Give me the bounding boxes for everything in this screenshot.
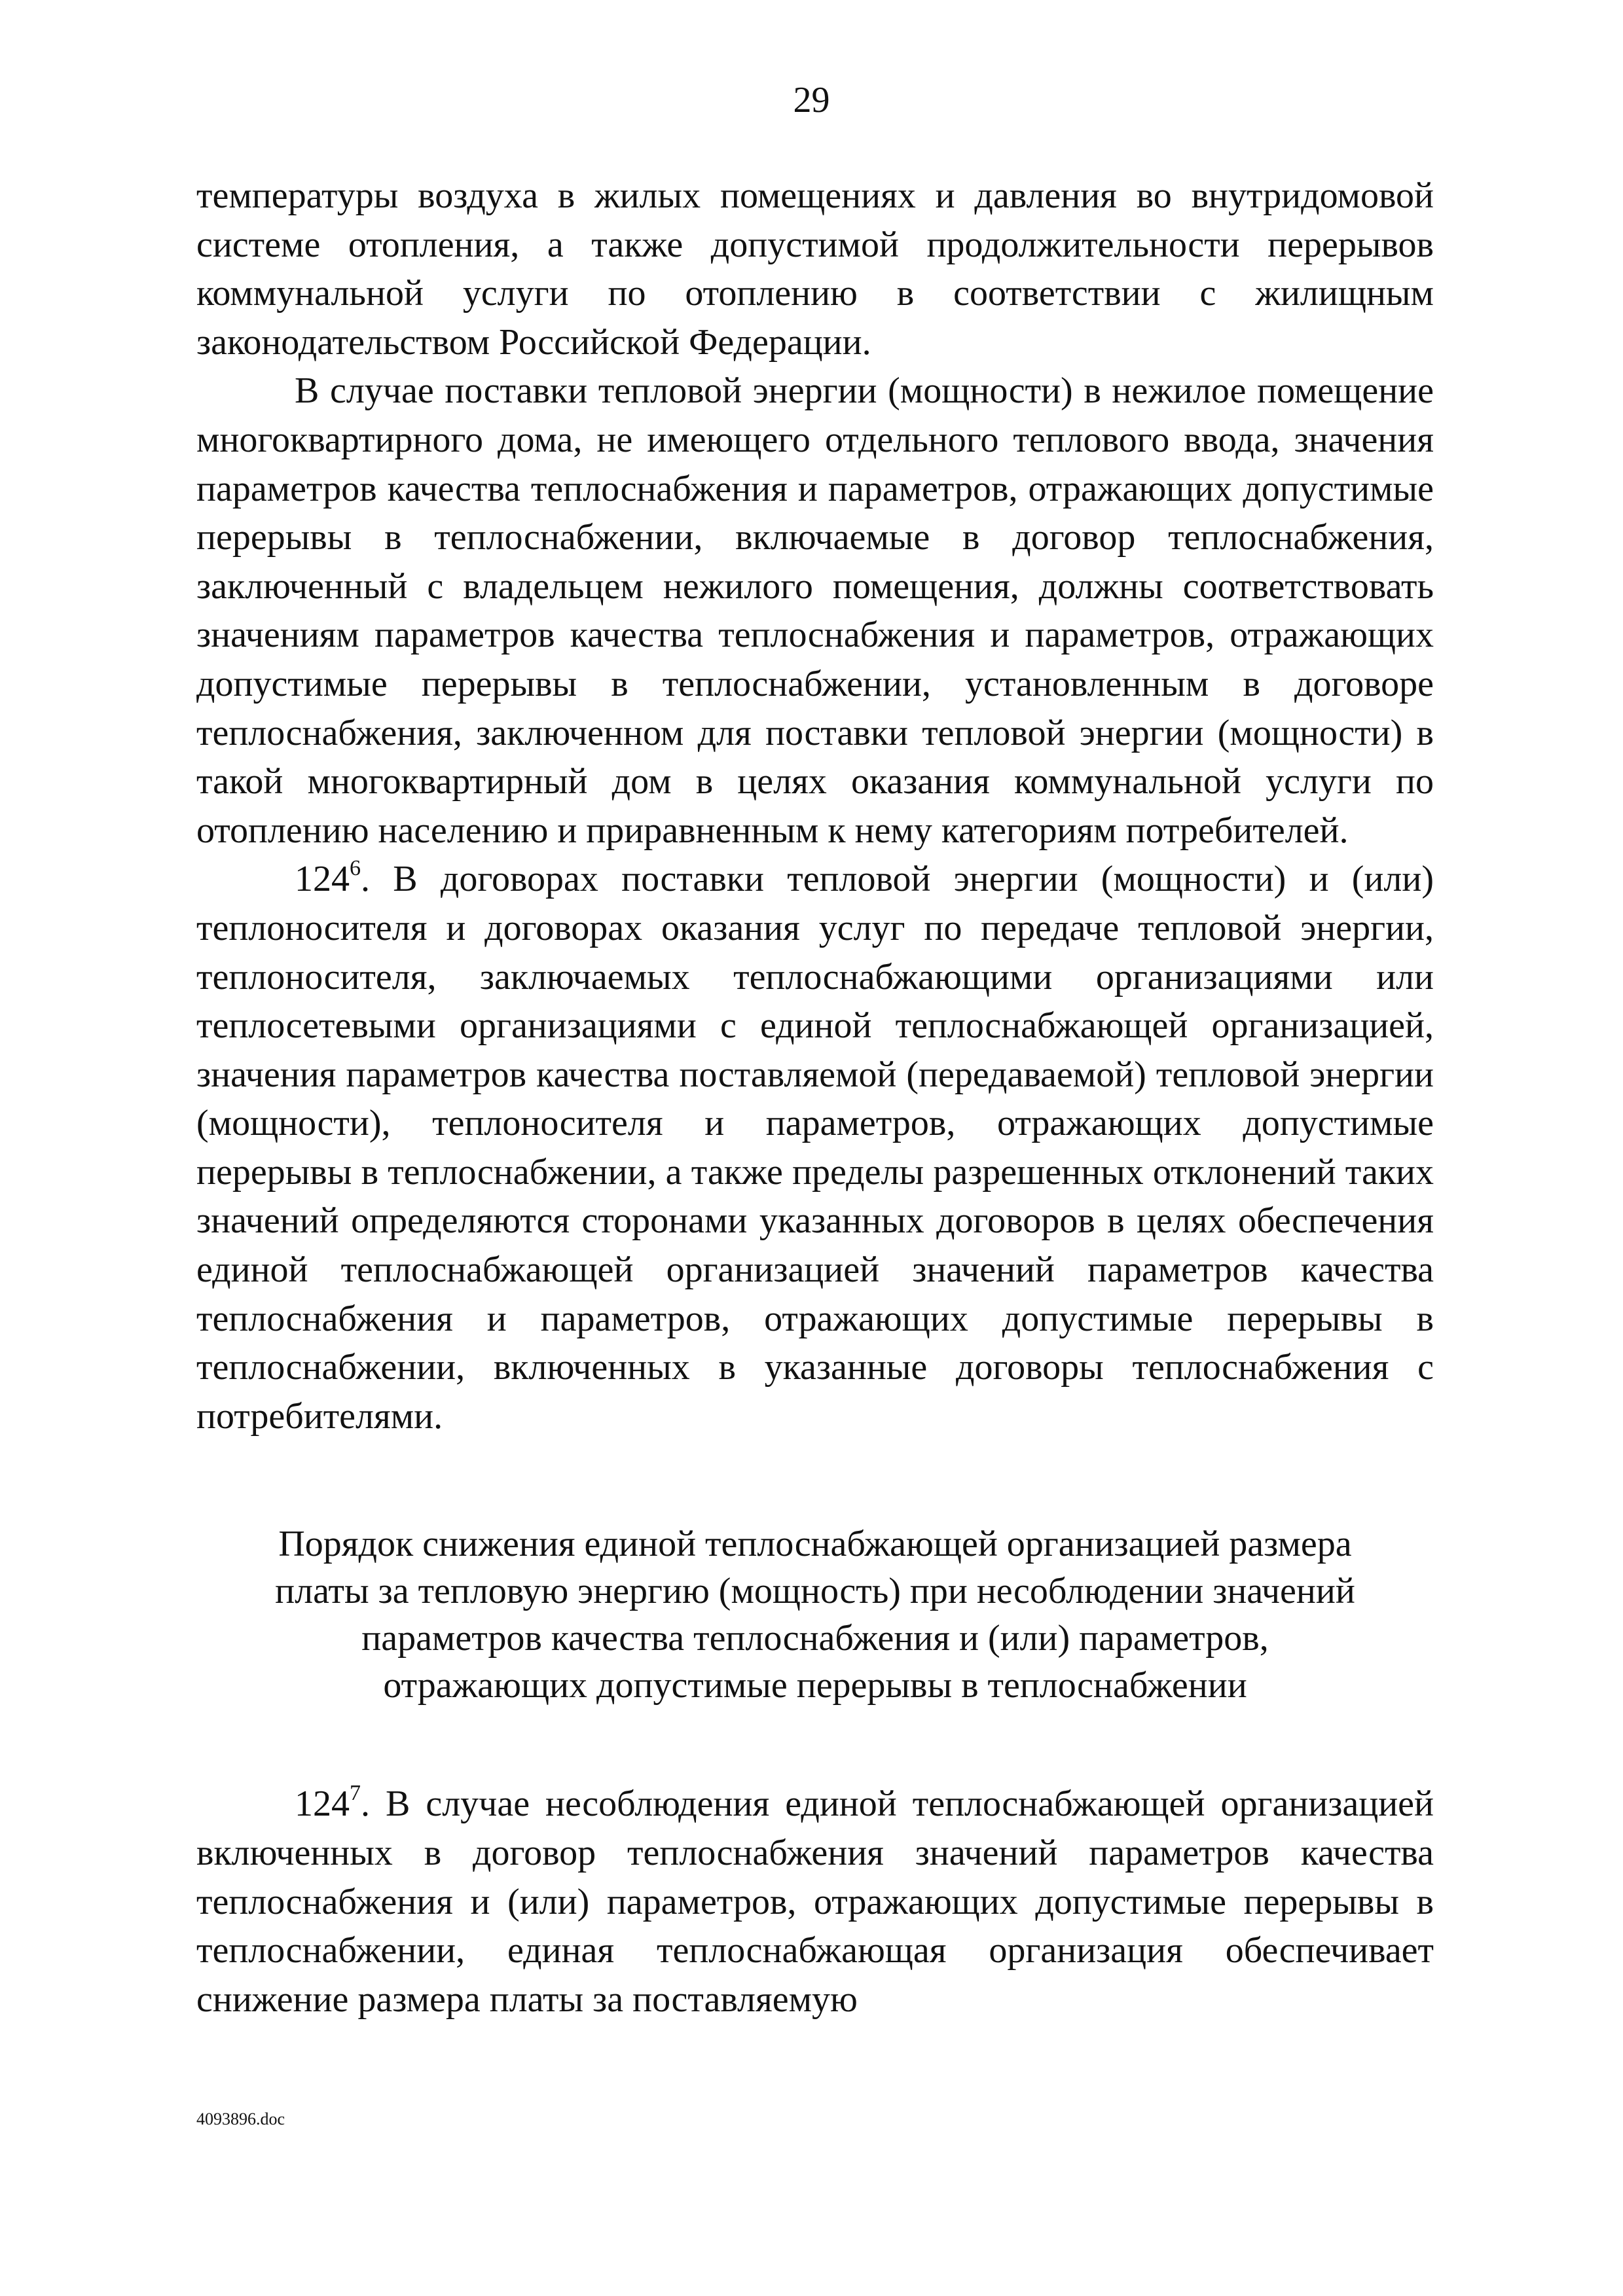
section-heading: [196, 1520, 1434, 1709]
paragraph-text: . В договорах поставки тепловой энергии (мощности) и (или) теплоносителя и договорах оказания услуг по передаче тепловой энергии, теплоносителя, заключаемых теплоснабжающими организациями или теплосетевыми организациями с единой теплоснабжающей организацией, значения параметров качества поставляемой (передаваемой) тепловой энергии (мощности), теплоносителя и параметров, отражающих допустимые перерывы в теплоснабжении, а также пределы разрешенных отклонений таких значений определяются сторонами указанных договоров в целях обеспечения единой теплоснабжающей организацией значений параметров качества теплоснабжения и параметров, отражающих допустимые перерывы в теплоснабжении, включенных в указанные договоры теплоснабжения с потребителями.: [196, 859, 1434, 1437]
paragraph-text: В случае поставки тепловой энергии (мощности) в нежилое помещение многоквартирного дома, не имеющего отдельного теплового ввода, значения параметров качества теплоснабжения и параметров, отражающих допустимые перерывы в теплоснабжении, включаемые в договор теплоснабжения, заключенный с владельцем нежилого помещения, должны соответствовать значениям параметров качества теплоснабжения и параметров, отражающих допустимые перерывы в теплоснабжении, установленным в договоре теплоснабжения, заключенном для поставки тепловой энергии (мощности) в такой многоквартирный дом в целях оказания коммунальной услуги по отоплению населению и приравненным к нему категориям потребителей.: [196, 370, 1434, 851]
heading-line: платы за тепловую энергию (мощность) при несоблюдении значений: [275, 1571, 1355, 1612]
page-number: 29: [793, 80, 830, 120]
paragraph-nonresidential-premises: [196, 367, 1434, 855]
heading-line: отражающих допустимые перерывы в теплоснабжении: [383, 1665, 1247, 1706]
clause-number: 124: [295, 859, 350, 900]
clause-superscript: 7: [350, 1781, 361, 1806]
heading-line: параметров качества теплоснабжения и (или) параметров,: [361, 1618, 1269, 1659]
paragraph-124-6: [196, 855, 1434, 1441]
document-body: [196, 171, 1434, 2024]
paragraph-text: температуры воздуха в жилых помещениях и давления во внутридомовой системе отопления, а также допустимой продолжительности перерывов коммунальной услуги по отоплению в соответствии с жилищным законодательством Российской Федерации.: [196, 175, 1434, 363]
clause-number: 124: [295, 1784, 350, 1825]
paragraph-text: . В случае несоблюдения единой теплоснабжающей организацией включенных в договор теплоснабжения значений параметров качества теплоснабжения и (или) параметров, отражающих допустимые перерывы в теплоснабжении, единая теплоснабжающая организация обеспечивает снижение размера платы за поставляемую: [196, 1784, 1434, 2020]
clause-superscript: 6: [350, 856, 361, 881]
paragraph-continuation: [196, 171, 1434, 367]
footer-file-name: 4093896.doc: [196, 2109, 285, 2128]
heading-line: Порядок снижения единой теплоснабжающей организацией размера: [278, 1524, 1352, 1565]
paragraph-124-7: [196, 1780, 1434, 2024]
